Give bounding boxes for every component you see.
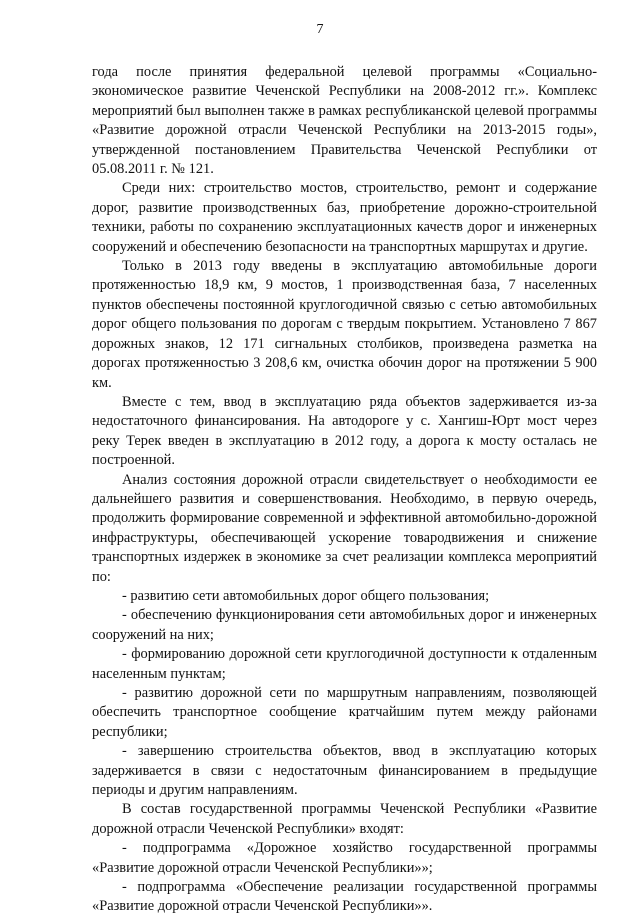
page-number: 7: [316, 22, 324, 37]
paragraph-analysis: Анализ состояния дорожной отрасли свидетельствует о необходимости ее дальнейшего развития и совершенствования. Необходимо, в первую очередь, продолжить формирование современной и эффективной автомобильно-дорожной инфраструктуры, обеспечивающей ускорение товародвижения и снижение транспортных издержек в экономике за счет реализации комплекса мероприятий по:: [92, 471, 597, 585]
paragraph-continuation: года после принятия федеральной целевой программы «Социально-экономическое развитие Чеченской Республики на 2008-2012 гг.». Комплекс мероприятий был выполнен также в рамках республиканской целевой программы «Развитие дорожной отрасли Чеченской Республики на 2013-2015 годы», утвержденной постановлением Правительства Чеченской Республики от 05.08.2011 г. № 121.: [92, 64, 597, 178]
list-item-route-directions: - развитию дорожной сети по маршрутным направлениям, позволяющей обеспечить транспортное сообщение кратчайшим путем между районами республики;: [92, 685, 597, 740]
list-item-road-network: - развитию сети автомобильных дорог общего пользования;: [122, 587, 490, 604]
paragraph-measures-list: Среди них: строительство мостов, строительство, ремонт и содержание дорог, развитие производственных баз, приобретение дорожно-строительной техники, работы по сохранению эксплуатационных качеств дорог и инженерных сооружений и обеспечению безопасности на транспортных маршрутах и другие.: [92, 180, 597, 255]
paragraph-financing-delay: Вместе с тем, ввод в эксплуатацию ряда объектов задерживается из-за недостаточного финансирования. На автодороге у с. Хангиш-Юрт мост через реку Терек введен в эксплуатацию в 2012 году, а дорога к мосту осталась не построенной.: [92, 393, 597, 469]
list-item-year-round-access: - формированию дорожной сети круглогодичной доступности к отдаленным населенным пунктам;: [92, 646, 597, 682]
paragraph-program-composition: В состав государственной программы Чеченской Республики «Развитие дорожной отрасли Чеченской Республики» входят:: [92, 801, 597, 837]
list-item-road-functioning: - обеспечению функционирования сети автомобильных дорог и инженерных сооружений на них;: [92, 607, 597, 643]
list-item-completion: - завершению строительства объектов, ввод в эксплуатацию которых задерживается в связи с недостаточным финансированием в предыдущие периоды и другим направлениям.: [92, 743, 597, 799]
document-body: [92, 63, 597, 917]
list-item-subprogram-implementation: - подпрограмма «Обеспечение реализации государственной программы «Развитие дорожной отрасли Чеченской Республики»».: [92, 879, 597, 915]
paragraph-2013-results: Только в 2013 году введены в эксплуатацию автомобильные дороги протяженностью 18,9 км, 9 мостов, 1 производственная база, 7 населенных пунктов обеспечены постоянной круглогодичной связью с сетью автомобильных дорог общего пользования по дорогам с твердым покрытием. Установлено 7 867 дорожных знаков, 12 171 сигнальных столбиков, произведена разметка на дорогах протяженностью 3 208,6 км, очистка обочин дорог на протяжении 5 900 км.: [92, 258, 597, 391]
list-item-subprogram-road-economy: - подпрограмма «Дорожное хозяйство государственной программы «Развитие дорожной отрасли Чеченской Республики»»;: [92, 840, 597, 876]
